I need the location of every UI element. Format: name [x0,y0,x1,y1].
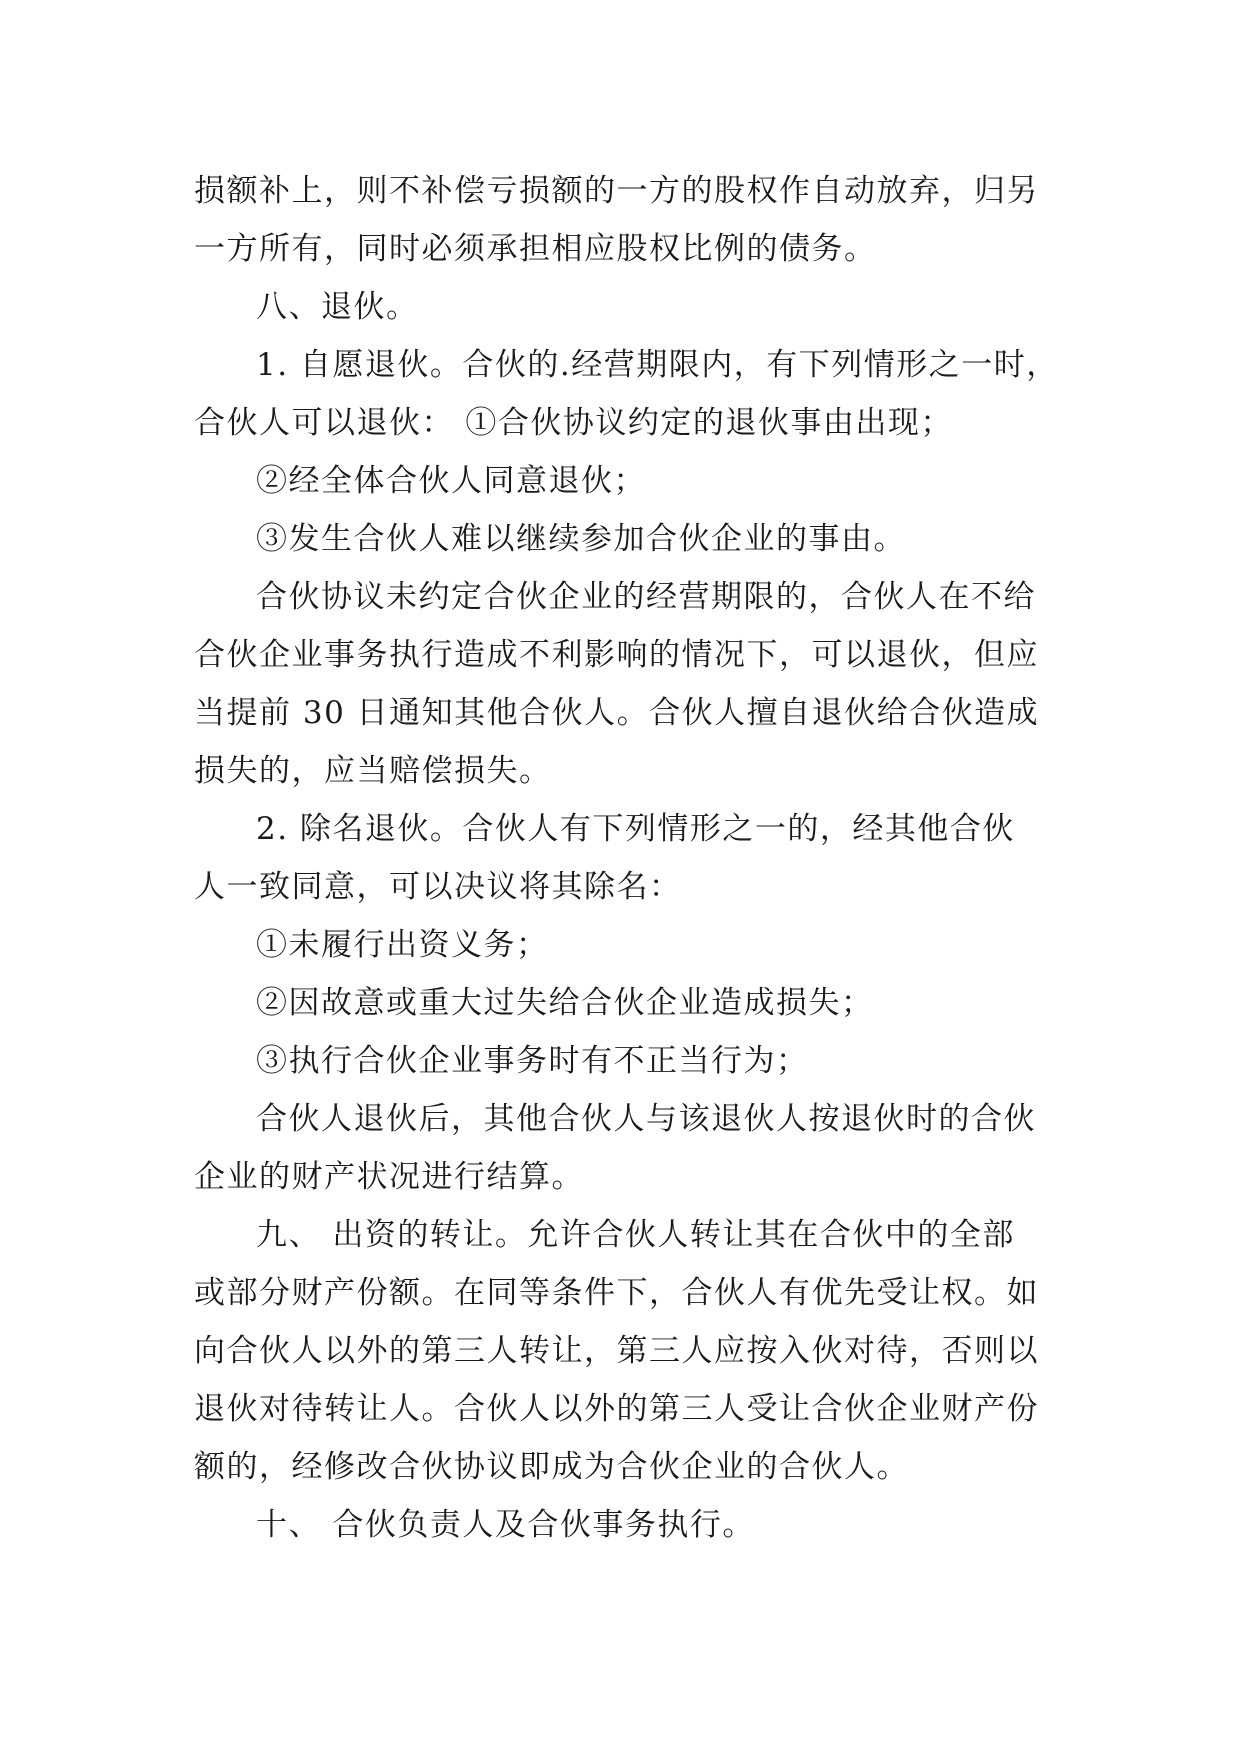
text-line: 向合伙人以外的第三人转让，第三人应按入伙对待，否则以 [194,1333,1039,1369]
text-line: 损失的，应当赔偿损失。 [194,753,552,789]
text-line: 1. 自愿退伙。合伙的.经营期限内，有下列情形之一时， [256,347,1059,383]
section-heading-10: 十、 合伙负责人及合伙事务执行。 [256,1507,755,1543]
text-line: 合伙协议未约定合伙企业的经营期限的，合伙人在不给 [256,579,1036,615]
text-line: 合伙人可以退伙： ①合伙协议约定的退伙事由出现； [194,405,953,441]
text-line: 合伙人退伙后，其他合伙人与该退伙人按退伙时的合伙 [256,1101,1036,1137]
list-item: ③执行合伙企业事务时有不正当行为； [256,1043,809,1079]
list-item: ①未履行出资义务； [256,927,549,963]
text-line: 企业的财产状况进行结算。 [194,1159,584,1195]
section-heading-9: 九、 出资的转让。允许合伙人转让其在合伙中的全部 [256,1217,1015,1253]
list-item: ③发生合伙人难以继续参加合伙企业的事由。 [256,521,906,557]
document-body [194,162,1059,1554]
list-item: ②因故意或重大过失给合伙企业造成损失； [256,985,874,1021]
text-line: 或部分财产份额。在同等条件下，合伙人有优先受让权。如 [194,1275,1039,1311]
section-heading-8: 八、退伙。 [256,289,419,325]
text-line: 当提前 30 日通知其他合伙人。合伙人擅自退伙给合伙造成 [194,695,1040,731]
text-line: 合伙企业事务执行造成不利影响的情况下，可以退伙，但应 [194,637,1039,673]
text-line: 2. 除名退伙。合伙人有下列情形之一的，经其他合伙 [256,811,1015,847]
list-item: ②经全体合伙人同意退伙； [256,463,646,499]
text-line: 退伙对待转让人。合伙人以外的第三人受让合伙企业财产份 [194,1391,1039,1427]
text-line: 一方所有，同时必须承担相应股权比例的债务。 [194,231,877,267]
text-line: 额的，经修改合伙协议即成为合伙企业的合伙人。 [194,1449,909,1485]
text-line: 人一致同意，可以决议将其除名： [194,869,682,905]
text-line: 损额补上，则不补偿亏损额的一方的股权作自动放弃，归另 [194,173,1039,209]
